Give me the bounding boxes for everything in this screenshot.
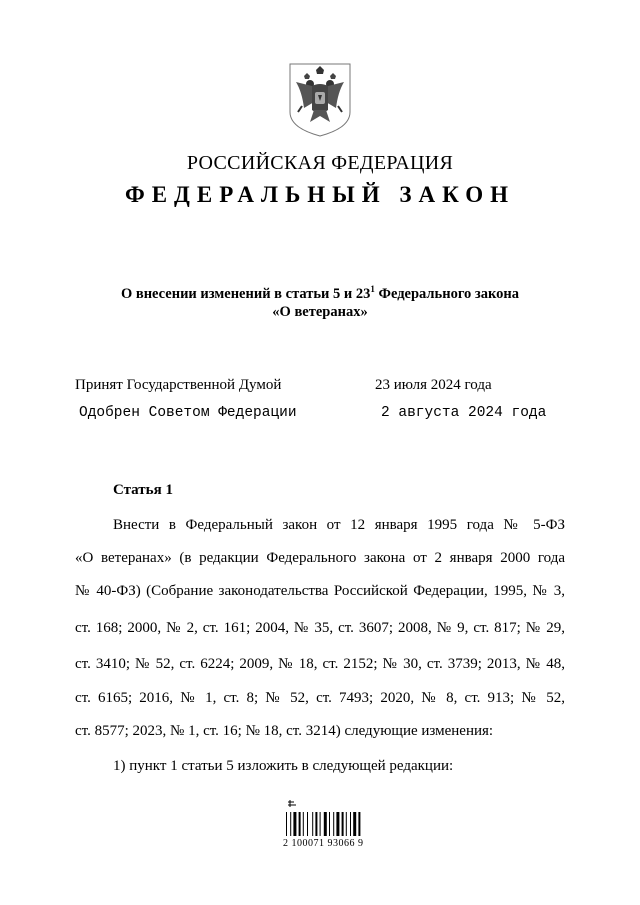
article-text-line: 1) пункт 1 статьи 5 изложить в следующей редакции:: [113, 758, 454, 774]
article-text-line: № 40-ФЗ) (Собрание законодательства Российской Федерации, 1995, № 3,: [75, 583, 565, 599]
article-heading: Статья 1: [113, 482, 173, 498]
barcode-number: 2 100071 93066 9: [283, 838, 364, 849]
law-title-text-end: Федерального закона: [374, 286, 520, 302]
law-title-line-2: «О ветеранах»: [272, 304, 368, 320]
article-text-line: «О ветеранах» (в редакции Федерального закона от 2 января 2000 года: [75, 550, 565, 566]
article-text-line: ст. 3410; № 52, ст. 6224; 2009, № 18, ст. 2152; № 30, ст. 3739; 2013, № 48,: [75, 656, 565, 672]
approved-label: Одобрен Советом Федерации: [79, 405, 297, 421]
law-title-text: О внесении изменений в статьи 5 и 23: [120, 286, 371, 302]
adopted-label: Принят Государственной Думой: [75, 377, 282, 393]
adopted-date: 23 июля 2024 года: [375, 377, 492, 393]
article-text-line: ст. 6165; 2016, № 1, ст. 8; № 52, ст. 7493; 2020, № 8, ст. 913; № 52,: [75, 690, 565, 706]
article-text-line: ст. 168; 2000, № 2, ст. 161; 2004, № 35, ст. 3607; 2008, № 9, ст. 817; № 29,: [75, 620, 565, 636]
article-text-line: Внести в Федеральный закон от 12 января 1995 года № 5-ФЗ: [113, 517, 565, 533]
article-text-line: ст. 8577; 2023, № 1, ст. 16; № 18, ст. 3214) следующие изменения:: [75, 723, 494, 739]
law-title-superscript: 1: [370, 284, 375, 294]
approved-date: 2 августа 2024 года: [381, 405, 547, 421]
law-title-line-1: [0, 286, 640, 303]
document-type: ФЕДЕРАЛЬНЫЙ ЗАКОН: [124, 182, 516, 207]
russian-coat-of-arms-icon: [288, 62, 352, 138]
country-name: РОССИЙСКАЯ ФЕДЕРАЦИЯ: [186, 152, 454, 174]
